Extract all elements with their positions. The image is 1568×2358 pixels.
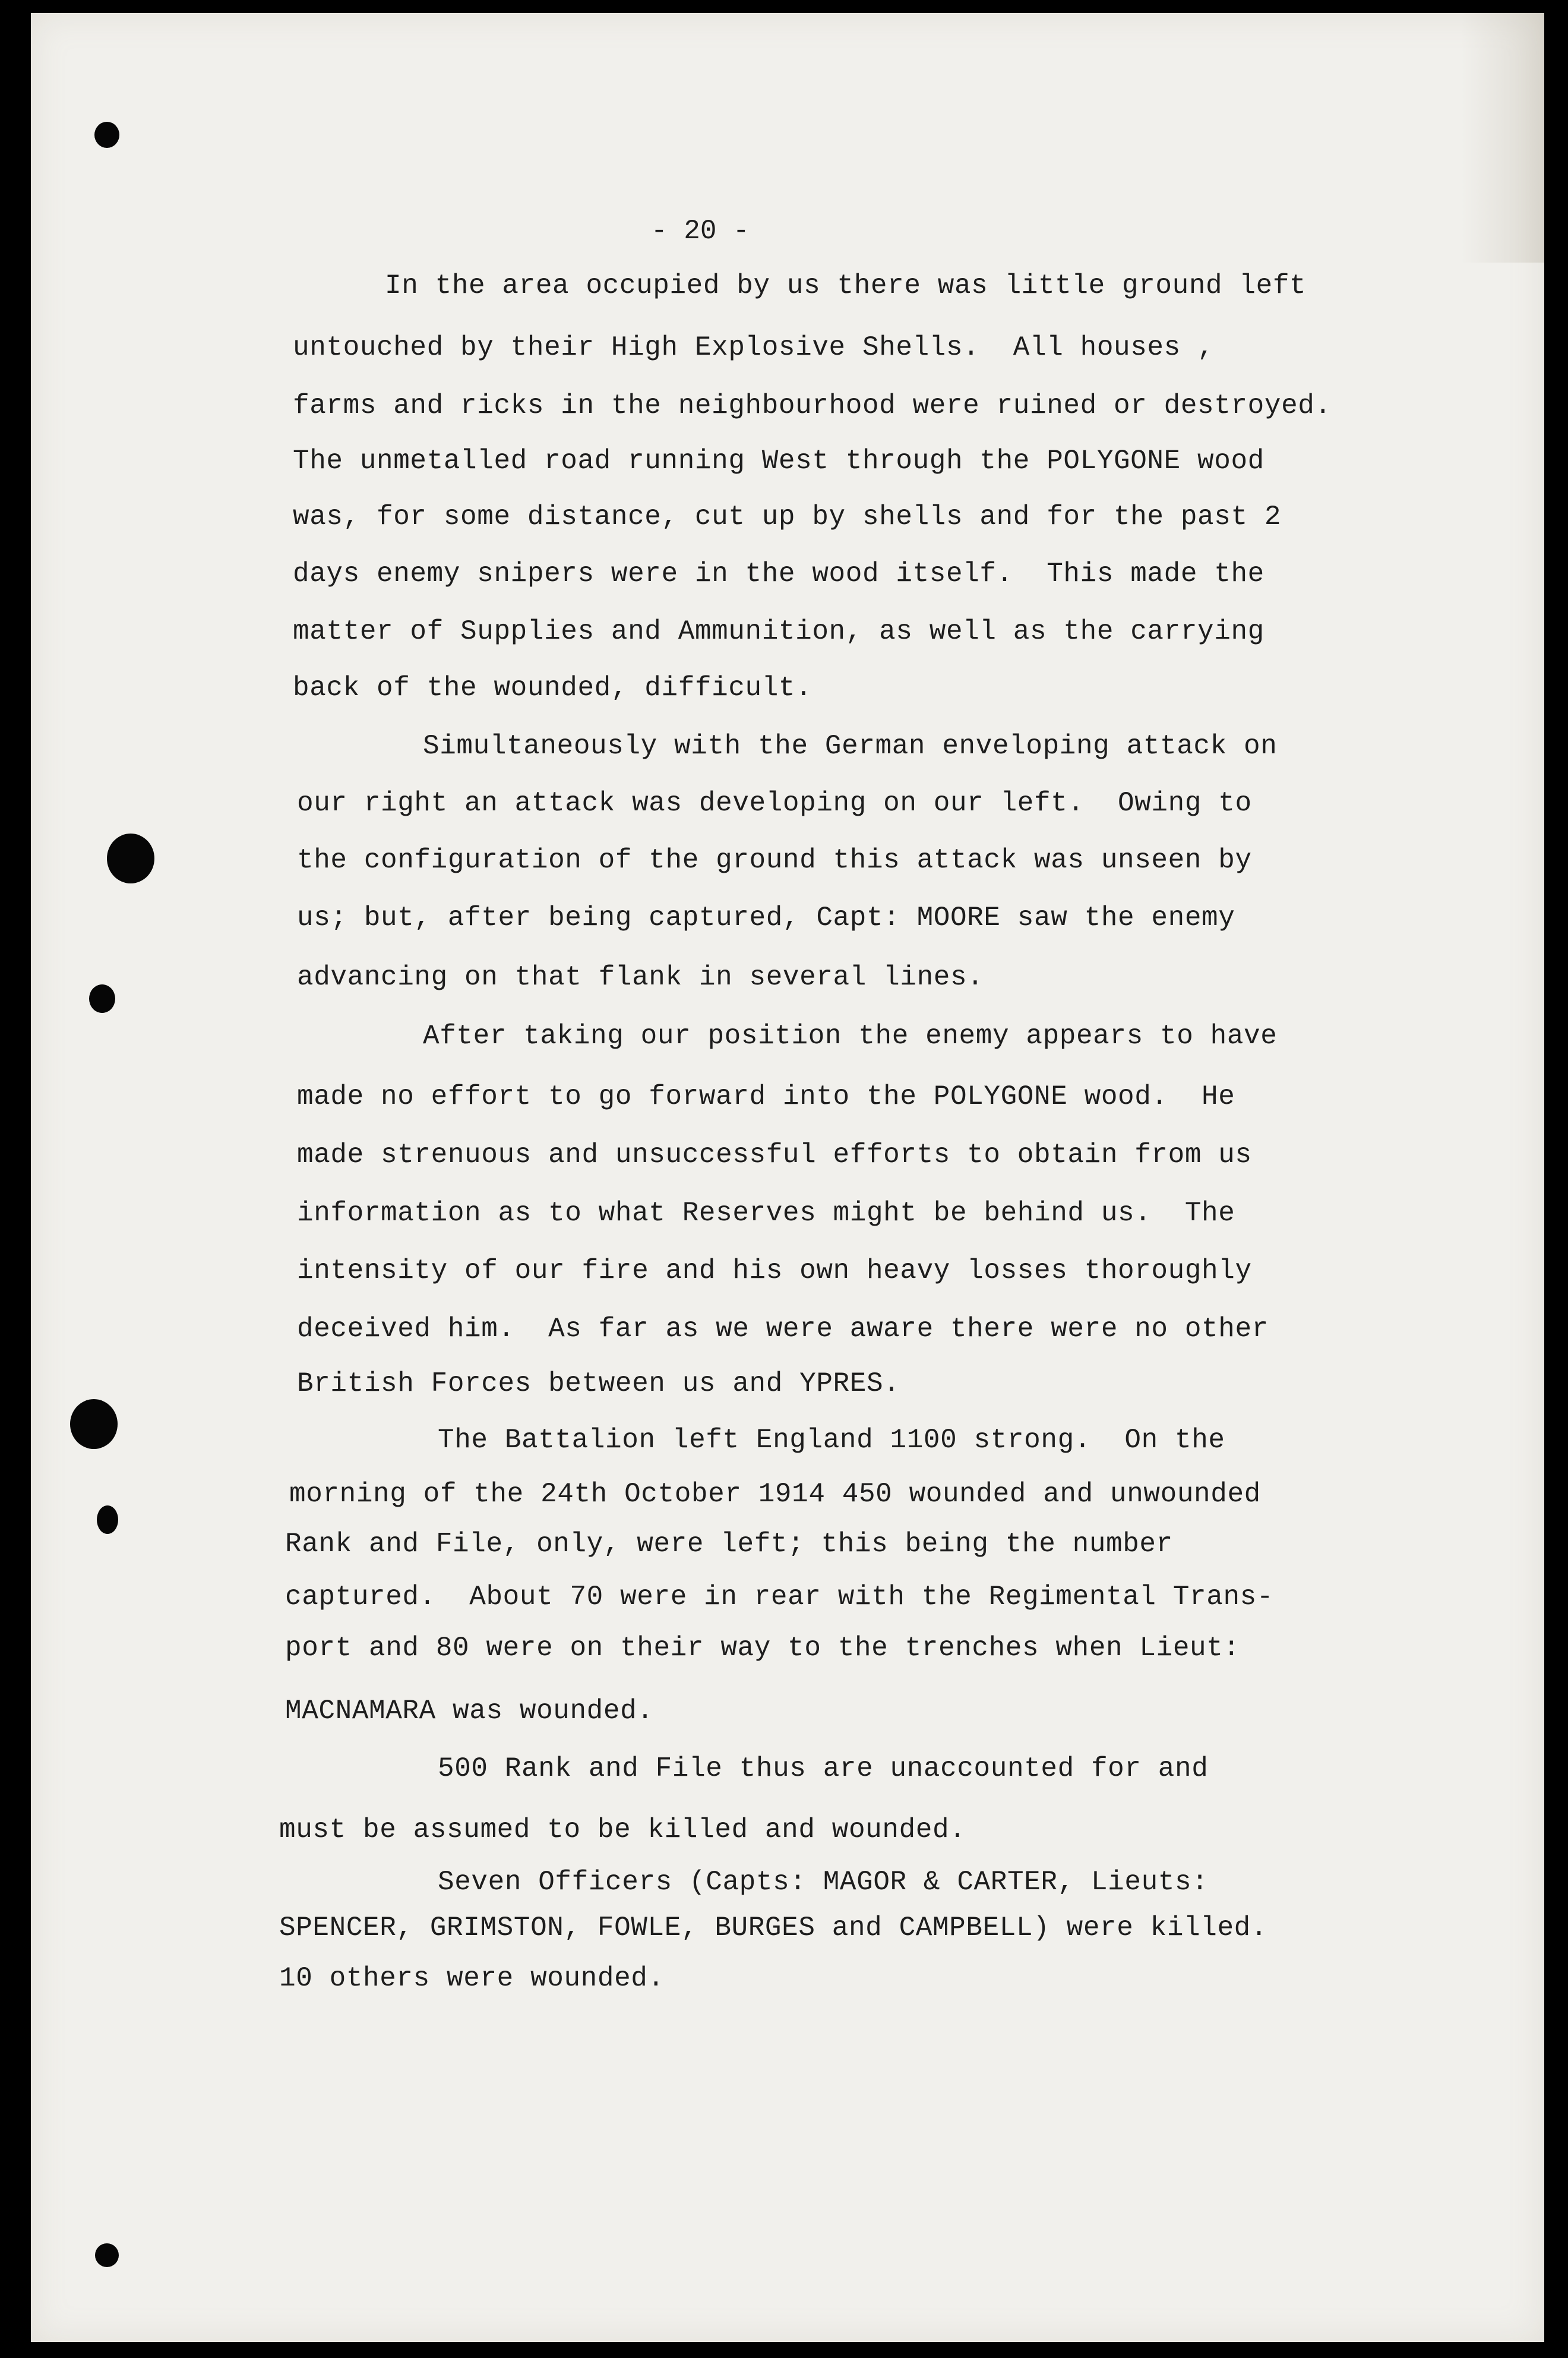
punch-hole (94, 122, 119, 148)
text-line: made no effort to go forward into the POLYGONE wood. He (297, 1081, 1235, 1112)
text-line: untouched by their High Explosive Shells. All houses , (293, 332, 1215, 363)
text-line: SPENCER, GRIMSTON, FOWLE, BURGES and CAMPBELL) were killed. (279, 1912, 1268, 1943)
text-line: morning of the 24th October 1914 450 wounded and unwounded (289, 1479, 1261, 1510)
text-line: the configuration of the ground this attack was unseen by (297, 845, 1252, 876)
text-line: farms and ricks in the neighbourhood were ruined or destroyed. (293, 390, 1332, 421)
text-line: In the area occupied by us there was little ground left (385, 270, 1307, 301)
text-line: port and 80 were on their way to the trenches when Lieut: (285, 1633, 1240, 1663)
text-line: The unmetalled road running West through the POLYGONE wood (293, 446, 1264, 476)
text-line: days enemy snipers were in the wood itself. This made the (293, 558, 1264, 589)
text-line: The Battalion left England 1100 strong. On the (438, 1425, 1225, 1456)
text-line: back of the wounded, difficult. (293, 673, 813, 703)
text-line: made strenuous and unsuccessful efforts to obtain from us (297, 1139, 1252, 1170)
text-line: information as to what Reserves might be behind us. The (297, 1198, 1235, 1229)
text-line: Seven Officers (Capts: MAGOR & CARTER, Lieuts: (438, 1867, 1209, 1898)
text-line: captured. About 70 were in rear with the Regimental Trans- (285, 1582, 1274, 1612)
text-line: our right an attack was developing on our left. Owing to (297, 788, 1252, 819)
punch-hole (70, 1399, 118, 1449)
text-line: must be assumed to be killed and wounded. (279, 1814, 966, 1845)
punch-hole (97, 1505, 118, 1534)
text-line: 500 Rank and File thus are unaccounted for and (438, 1753, 1209, 1784)
text-line: deceived him. As far as we were aware there were no other (297, 1314, 1269, 1344)
text-line: British Forces between us and YPRES. (297, 1368, 900, 1399)
text-line: matter of Supplies and Ammunition, as well as the carrying (293, 616, 1264, 647)
text-line: intensity of our fire and his own heavy losses thoroughly (297, 1255, 1252, 1286)
punch-hole (95, 2243, 119, 2267)
punch-hole (107, 834, 154, 883)
text-line: Simultaneously with the German enveloping attack on (423, 731, 1278, 762)
text-line: Rank and File, only, were left; this being the number (285, 1529, 1173, 1560)
page-curl-shadow (1461, 13, 1544, 263)
text-line: advancing on that flank in several lines. (297, 962, 984, 993)
text-line: After taking our position the enemy appears to have (423, 1021, 1278, 1052)
text-line: us; but, after being captured, Capt: MOORE saw the enemy (297, 902, 1235, 933)
punch-hole (89, 984, 115, 1013)
page-number: - 20 - (651, 216, 750, 247)
text-line: MACNAMARA was wounded. (285, 1696, 654, 1726)
text-line: was, for some distance, cut up by shells and for the past 2 (293, 501, 1282, 532)
text-line: 10 others were wounded. (279, 1963, 665, 1994)
